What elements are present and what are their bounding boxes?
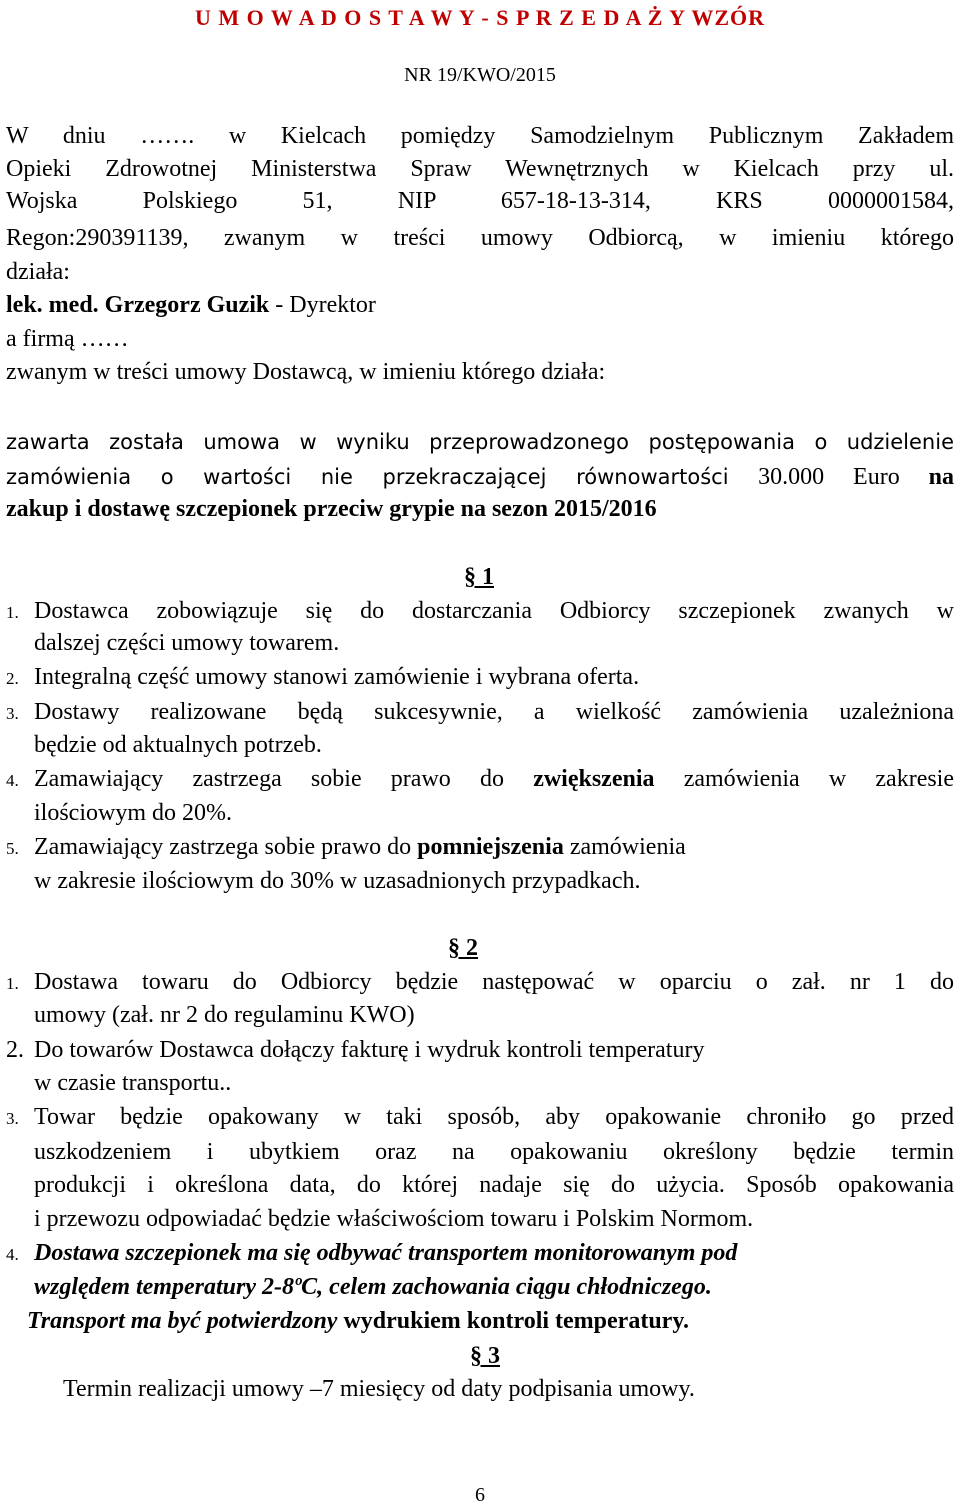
intro-line: Regon:290391139, zwanym w treści umowy Odbiorcą, w imieniu którego <box>6 225 954 251</box>
intro-line: W dniu ……. w Kielcach pomiędzy Samodzielnym Publicznym Zakładem <box>6 123 954 149</box>
list-item <box>6 596 954 628</box>
item-number: 1. <box>6 603 19 622</box>
section-heading-2 <box>448 933 478 963</box>
section-heading-3 <box>470 1341 500 1371</box>
item-number: 5. <box>6 839 19 858</box>
item-number: 3. <box>6 704 19 723</box>
item-number: 3. <box>6 1109 19 1128</box>
item-number: 4. <box>6 771 19 790</box>
contract-number: NR 19/KWO/2015 <box>404 64 556 86</box>
list-item-cont: ilościowym do 20%. <box>34 800 232 826</box>
item-text: Dostawa towaru do Odbiorcy będzie następować w oparciu o zał. nr 1 do <box>34 969 954 995</box>
item-bold: wydrukiem kontroli temperatury. <box>337 1308 689 1334</box>
director-name: lek. med. Grzegorz Guzik <box>6 292 270 318</box>
item-text: Do towarów Dostawca dołączy fakturę i wydruk kontroli temperatury <box>34 1037 705 1063</box>
section-heading-1 <box>464 562 494 592</box>
list-item-cont <box>27 1306 689 1336</box>
item-bold: pomniejszenia <box>417 834 564 860</box>
concluded-amount: 30.000 Euro <box>758 464 929 490</box>
intro-line: zwanym w treści umowy Dostawcą, w imieniu którego działa: <box>6 359 606 385</box>
list-item-cont: w czasie transportu.. <box>34 1070 232 1096</box>
item-bold: zwiększenia <box>533 766 655 792</box>
list-item-cont: będzie od aktualnych potrzeb. <box>34 732 322 758</box>
concluded-line <box>6 462 954 492</box>
list-item <box>6 967 954 999</box>
list-item <box>6 662 639 694</box>
firm-line: a firmą …… <box>6 326 129 352</box>
list-item-cont: uszkodzeniem i ubytkiem oraz na opakowaniu określony będzie termin <box>34 1139 954 1165</box>
item-text: Zamawiający zastrzega sobie prawo do <box>34 766 534 792</box>
list-item <box>6 1102 954 1134</box>
item-text: Integralną część umowy stanowi zamówienie i wybrana oferta. <box>34 664 640 690</box>
list-item-cont: względem temperatury 2-8ºC, celem zachowania ciągu chłodniczego. <box>34 1274 712 1300</box>
list-item <box>6 832 686 864</box>
term-line: Termin realizacji umowy –7 miesięcy od daty podpisania umowy. <box>63 1376 695 1402</box>
item-text: Dostawca zobowiązuje się do dostarczania Odbiorcy szczepionek zwanych w <box>34 598 954 624</box>
director-line <box>6 290 376 320</box>
subject-line: zakup i dostawę szczepionek przeciw grypie na sezon 2015/2016 <box>6 496 657 522</box>
item-number: 1. <box>6 974 19 993</box>
item-number: 2. <box>6 669 19 688</box>
item-italic: Transport ma być potwierdzony <box>27 1308 338 1334</box>
item-text: zamówienia w zakresie <box>654 766 955 792</box>
list-item-cont: w zakresie ilościowym do 30% w uzasadnionych przypadkach. <box>34 868 641 894</box>
list-item-cont: i przewozu odpowiadać będzie właściwościom towaru i Polskim Normom. <box>34 1206 754 1232</box>
list-item <box>6 697 954 729</box>
director-role: - Dyrektor <box>269 292 376 318</box>
concluded-text: zamówienia o wartości nie przekraczającej równowartości <box>6 465 759 489</box>
list-item-cont: produkcji i określona data, do której nadaje się do użycia. Sposób opakowania <box>34 1172 954 1198</box>
list-item-cont: dalszej części umowy towarem. <box>34 630 340 656</box>
item-text: Dostawy realizowane będą sukcesywnie, a wielkość zamówienia uzależniona <box>34 699 954 725</box>
item-text: Towar będzie opakowany w taki sposób, aby opakowanie chroniło go przed <box>34 1104 954 1130</box>
list-item-cont: umowy (zał. nr 2 do regulaminu KWO) <box>34 1002 415 1028</box>
section-3-label: § 3 <box>470 1343 500 1369</box>
item-text: Zamawiający zastrzega sobie prawo do <box>34 834 418 860</box>
page-number: 6 <box>475 1484 485 1506</box>
item-text: Dostawa szczepionek ma się odbywać transportem monitorowanym pod <box>34 1240 738 1266</box>
item-number: 4. <box>6 1245 19 1264</box>
list-item <box>6 1035 704 1065</box>
document-title: U M O W A D O S T A W Y - S P R Z E D A Ż Y WZÓR <box>194 5 766 30</box>
section-2-label: § 2 <box>448 935 478 961</box>
list-item <box>6 1238 737 1270</box>
concluded-na: na <box>928 464 954 490</box>
intro-line: Opieki Zdrowotnej Ministerstwa Spraw Wewnętrznych w Kielcach przy ul. <box>6 156 954 182</box>
item-text: zamówienia <box>563 834 686 860</box>
section-1-label: § 1 <box>464 564 494 590</box>
intro-line: Wojska Polskiego 51, NIP 657-18-13-314, KRS 0000001584, <box>6 188 954 214</box>
item-number: 2. <box>6 1037 24 1063</box>
concluded-line: zawarta została umowa w wyniku przeprowadzonego postępowania o udzielenie <box>6 430 954 454</box>
list-item <box>6 764 954 796</box>
intro-line: działa: <box>6 259 70 285</box>
